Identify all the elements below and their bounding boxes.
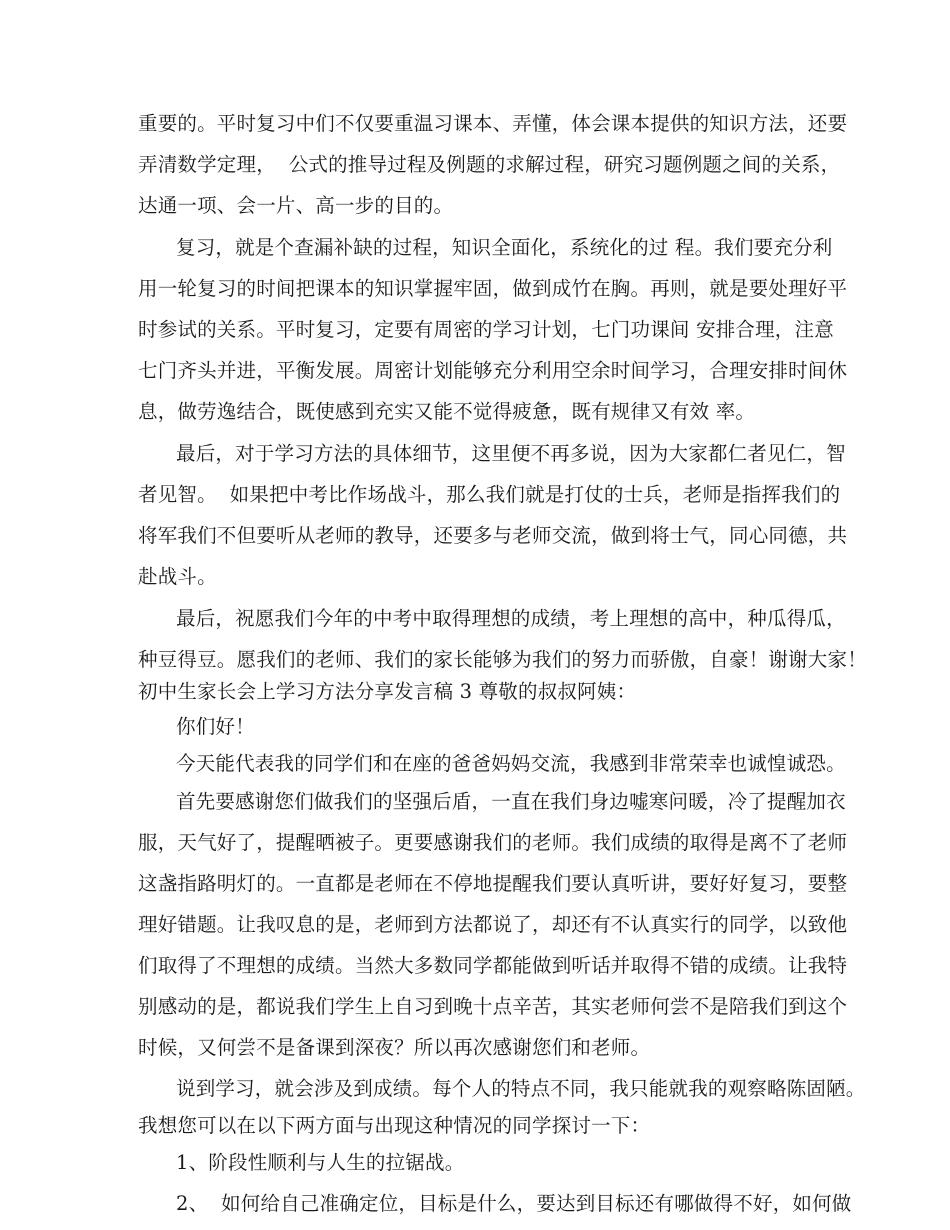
text-line: 们取得了不理想的成绩。当然大多数同学都能做到听话并取得不错的成绩。让我特 (138, 954, 848, 977)
paragraph-start: 首先要感谢您们做我们的坚强后盾，一直在我们身边嘘寒问暖，冷了提醒加衣 (176, 790, 846, 813)
text-line: 别感动的是，都说我们学生上自习到晚十点辛苦，其实老师何尝不是陪我们到这个 (138, 995, 848, 1018)
text-line: 时参试的关系。平时复习，定要有周密的学习计划，七门功课间 安排合理，注意 (138, 318, 834, 341)
list-item: 2、 如何给自己准确定位，目标是什么，要达到目标还有哪做得不好，如何做 (176, 1192, 852, 1215)
paragraph-start: 复习，就是个查漏补缺的过程，知识全面化，系统化的过 程。我们要充分利 (176, 236, 833, 259)
text-line: 服，天气好了，提醒晒被子。更要感谢我们的老师。我们成绩的取得是离不了老师 (138, 831, 848, 854)
paragraph-start: 说到学习，就会涉及到成绩。每个人的特点不同，我只能就我的观察略陈固陋。 (176, 1077, 866, 1100)
text-line: 重要的。平时复习中们不仅要重温习课本、弄懂，体会课本提供的知识方法，还要 (138, 112, 848, 135)
section-title: 初中生家长会上学习方法分享发言稿 3 尊敬的叔叔阿姨： (138, 680, 637, 703)
paragraph-start: 最后，祝愿我们今年的中考中取得理想的成绩，考上理想的高中，种瓜得瓜， (176, 607, 846, 630)
greeting: 你们好！ (176, 715, 255, 738)
text-line: 赴战斗。 (138, 565, 217, 588)
paragraph-start: 最后，对于学习方法的具体细节，这里便不再多说，因为大家都仁者见仁，智 (176, 442, 846, 465)
text-line: 将军我们不但要听从老师的教导，还要多与老师交流，做到将士气，同心同德，共 (138, 524, 848, 547)
text-line: 达通一项、会一片、高一步的目的。 (138, 194, 454, 217)
text-line: 弄清数学定理， 公式的推导过程及例题的求解过程，研究习题例题之间的关系， (138, 153, 841, 176)
text-line: 用一轮复习的时间把课本的知识掌握牢固，做到成竹在胸。再则，就是要处理好平 (138, 277, 848, 300)
text-line: 我想您可以在以下两方面与出现这种情况的同学探讨一下： (138, 1114, 651, 1137)
text-line: 理好错题。让我叹息的是，老师到方法都说了，却还有不认真实行的同学，以致他 (138, 913, 848, 936)
text-line: 者见智。 如果把中考比作场战斗，那么我们就是打仗的士兵，老师是指挥我们的 (138, 483, 841, 506)
text-line: 七门齐头并进，平衡发展。周密计划能够充分利用空余时间学习，合理安排时间休 (138, 359, 848, 382)
text-line: 这盏指路明灯的。一直都是老师在不停地提醒我们要认真听讲，要好好复习，要整 (138, 872, 848, 895)
paragraph-start: 今天能代表我的同学们和在座的爸爸妈妈交流，我感到非常荣幸也诚惶诚恐。 (176, 752, 846, 775)
text-line: 时候，又何尝不是备课到深夜？所以再次感谢您们和老师。 (138, 1036, 651, 1059)
list-item: 1、阶段性顺利与人生的拉锯战。 (176, 1151, 465, 1174)
text-line: 种豆得豆。愿我们的老师、我们的家长能够为我们的努力而骄傲，自豪！谢谢大家！ (138, 648, 867, 671)
text-line: 息，做劳逸结合，既使感到充实又能不觉得疲惫，既有规律又有效 率。 (138, 400, 756, 423)
